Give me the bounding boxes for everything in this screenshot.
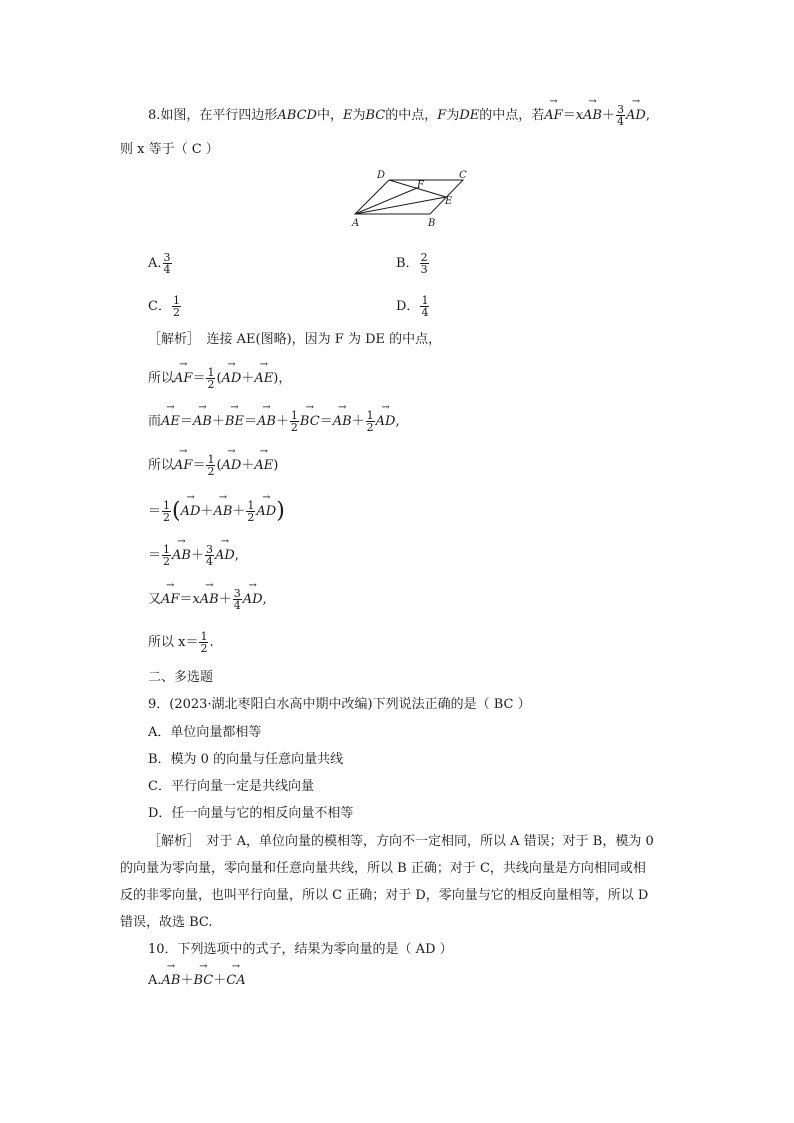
label-c: C (459, 170, 467, 181)
section-title: 二、多选题 (148, 670, 214, 685)
q8-analysis-intro: ［解析］ 连接 AE(图略)，因为 F 为 DE 的中点， (148, 332, 442, 347)
q8-step2: 而→ AE＝→ AB＋→ BE＝→ AB＋ $\frac{1}{2}$ → BC＝→ AB＋ $\frac{1}{2}$ → AD, (148, 410, 400, 433)
q8-step4: ＝ $\frac{1}{2}$ (→ AD＋→ AB＋ $\frac{1}{2}$ → AD) (148, 500, 285, 523)
q9-option-a: A．单位向量都相等 (148, 725, 262, 740)
q8-option-a: A. $\frac{3}{4}$ (148, 251, 171, 276)
q8-option-c: C． $\frac{1}{2}$ (148, 294, 180, 319)
q9-option-d: D．任一向量与它的相反向量不相等 (148, 806, 354, 821)
q8-stem-line2: 则 x 等于（ C ） (120, 142, 219, 157)
segment-af (355, 188, 417, 214)
q10-stem: 10．下列选项中的式子，结果为零向量的是（ AD ） (148, 942, 453, 957)
q8-stem-line1: 8.如图，在平行四边形ABCD中，E为BC的中点，F为DE的中点，若→ AF＝x→ AB＋ $\frac{3}{4}$ → AD, (148, 104, 650, 127)
q9-analysis-3: 反的非零向量，也叫平行向量，所以 C 正确；对于 D，零向量与它的相反向量相等，所以 D (120, 888, 649, 903)
q8-option-d: D． $\frac{1}{4}$ (396, 294, 429, 319)
label-d: D (377, 170, 386, 181)
q9-analysis-1: ［解析］ 对于 A，单位向量的模相等，方向不一定相同，所以 A 错误；对于 B，模为 0 (148, 834, 654, 849)
q8-conclusion: 所以 x＝ $\frac{1}{2}$ . (148, 630, 214, 655)
q8-step6: 又→ AF＝x→ AB＋ $\frac{3}{4}$ → AD, (148, 588, 267, 611)
q9-option-c: C．平行向量一定是共线向量 (148, 779, 314, 794)
q8-step1: 所以→ AF＝ $\frac{1}{2}$ (→ AD＋→ AE)， (148, 367, 291, 390)
label-a: A (352, 218, 360, 229)
parallelogram-figure (0, 164, 794, 234)
q9-stem: 9．(2023·湖北枣阳白水高中期中改编)下列说法正确的是（ BC ） (148, 697, 531, 712)
q10-option-a: A.→ AB＋→ BC＋→ CA (148, 972, 246, 990)
q8-step3: 所以→ AF＝ $\frac{1}{2}$ (→ AD＋→ AE) (148, 454, 278, 477)
label-f: F (417, 180, 424, 191)
q9-analysis-4: 错误，故选 BC. (120, 915, 213, 930)
label-b: B (428, 218, 436, 229)
q9-analysis-2: 的向量为零向量，零向量和任意向量共线，所以 B 正确；对于 C，共线向量是方向相同或相 (120, 861, 646, 876)
label-e: E (445, 196, 453, 207)
q9-option-b: B．模为 0 的向量与任意向量共线 (148, 752, 344, 767)
q8-step5: ＝ $\frac{1}{2}$ → AB＋ $\frac{3}{4}$ → AD, (148, 544, 239, 567)
q8-option-b: B． $\frac{2}{3}$ (396, 251, 428, 276)
